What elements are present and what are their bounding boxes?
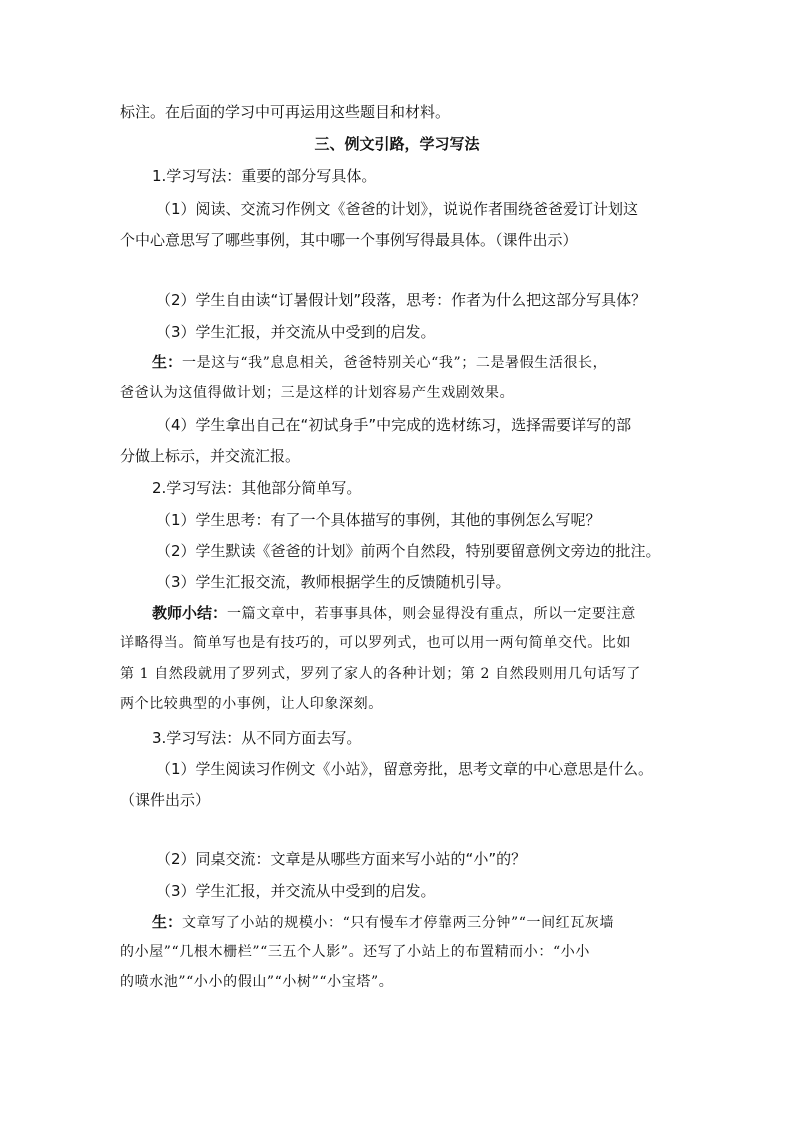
part3-item3: （3）学生汇报，并交流从中受到的启发。: [156, 882, 436, 900]
part3-title: 3.学习写法：从不同方面去写。: [152, 729, 362, 747]
part3-answer-line2: 的小屋”“几根木栅栏”“三五个人影”。还写了小站上的布置精而小：“小小: [120, 944, 590, 960]
part1-item3: （3）学生汇报，并交流从中受到的启发。: [156, 323, 436, 341]
teacher-summary-line1: [152, 601, 680, 626]
answer-text: 一是这与“我”息息相关，爸爸特别关心“我”；二是暑假生活很长，: [182, 355, 608, 371]
part3-item2: （2）同桌交流：文章是从哪些方面来写小站的“小”的？: [156, 850, 527, 868]
part1-title: 1.学习写法：重要的部分写具体。: [152, 167, 377, 185]
part3-answer-line3: 的喷水池”“小小的假山”“小树”“小宝塔”。: [120, 974, 394, 990]
part1-answer-line2: 爸爸认为这值得做计划；三是这样的计划容易产生戏剧效果。: [120, 385, 515, 401]
part1-answer-line1: [152, 350, 680, 375]
teacher-summary-line4: 两个比较典型的小事例，让人印象深刻。: [120, 696, 383, 712]
part3-item1-line2: （课件出示）: [120, 791, 211, 809]
part2-item3: （3）学生汇报交流，教师根据学生的反馈随机引导。: [156, 573, 511, 591]
teacher-summary-line3: 第 1 自然段就用了罗列式，罗列了家人的各种计划；第 2 自然段则用几句话写了: [120, 666, 642, 682]
part1-item2: （2）学生自由读“订暑假计划”段落，思考：作者为什么把这部分写具体？: [156, 291, 647, 309]
part2-item2: （2）学生默读《爸爸的计划》前两个自然段，特别要留意例文旁边的批注。: [156, 542, 661, 560]
student-answer-label: 生：: [152, 353, 183, 371]
part1-item4-line1: （4）学生拿出自己在“初试身手”中完成的选材练习，选择需要详写的部: [156, 416, 632, 434]
part1-item1-line2: 个中心意思写了哪些事例，其中哪一个事例写得最具体。（课件出示）: [120, 231, 578, 249]
section-heading: 三、例文引路，学习写法: [314, 135, 480, 153]
teacher-summary-line2: 详略得当。简单写也是有技巧的，可以罗列式，也可以用一两句简单交代。比如: [120, 635, 631, 651]
part1-item1-line1: （1）阅读、交流习作例文《爸爸的计划》，说说作者围绕爸爸爱订计划这: [156, 200, 639, 218]
teacher-summary-label: 教师小结：: [152, 604, 228, 622]
part2-item1: （1）学生思考：有了一个具体描写的事例，其他的事例怎么写呢？: [156, 511, 601, 529]
part2-title: 2.学习写法：其他部分简单写。: [152, 479, 362, 497]
part3-answer-line1: [152, 910, 680, 935]
summary-text: 一篇文章中，若事事具体，则会显得没有重点，所以一定要注意: [227, 606, 636, 622]
part1-item4-line2: 分做上标示，并交流汇报。: [120, 447, 301, 465]
part3-item1-line1: （1）学生阅读习作例文《小站》，留意旁批，思考文章的中心意思是什么。: [156, 760, 654, 778]
intro-text: 标注。在后面的学习中可再运用这些题目和材料。: [120, 103, 451, 121]
student-answer-label: 生：: [152, 913, 183, 931]
answer-text: 文章写了小站的规模小：“只有慢车才停靠两三分钟”“一间红瓦灰墙: [182, 915, 615, 931]
